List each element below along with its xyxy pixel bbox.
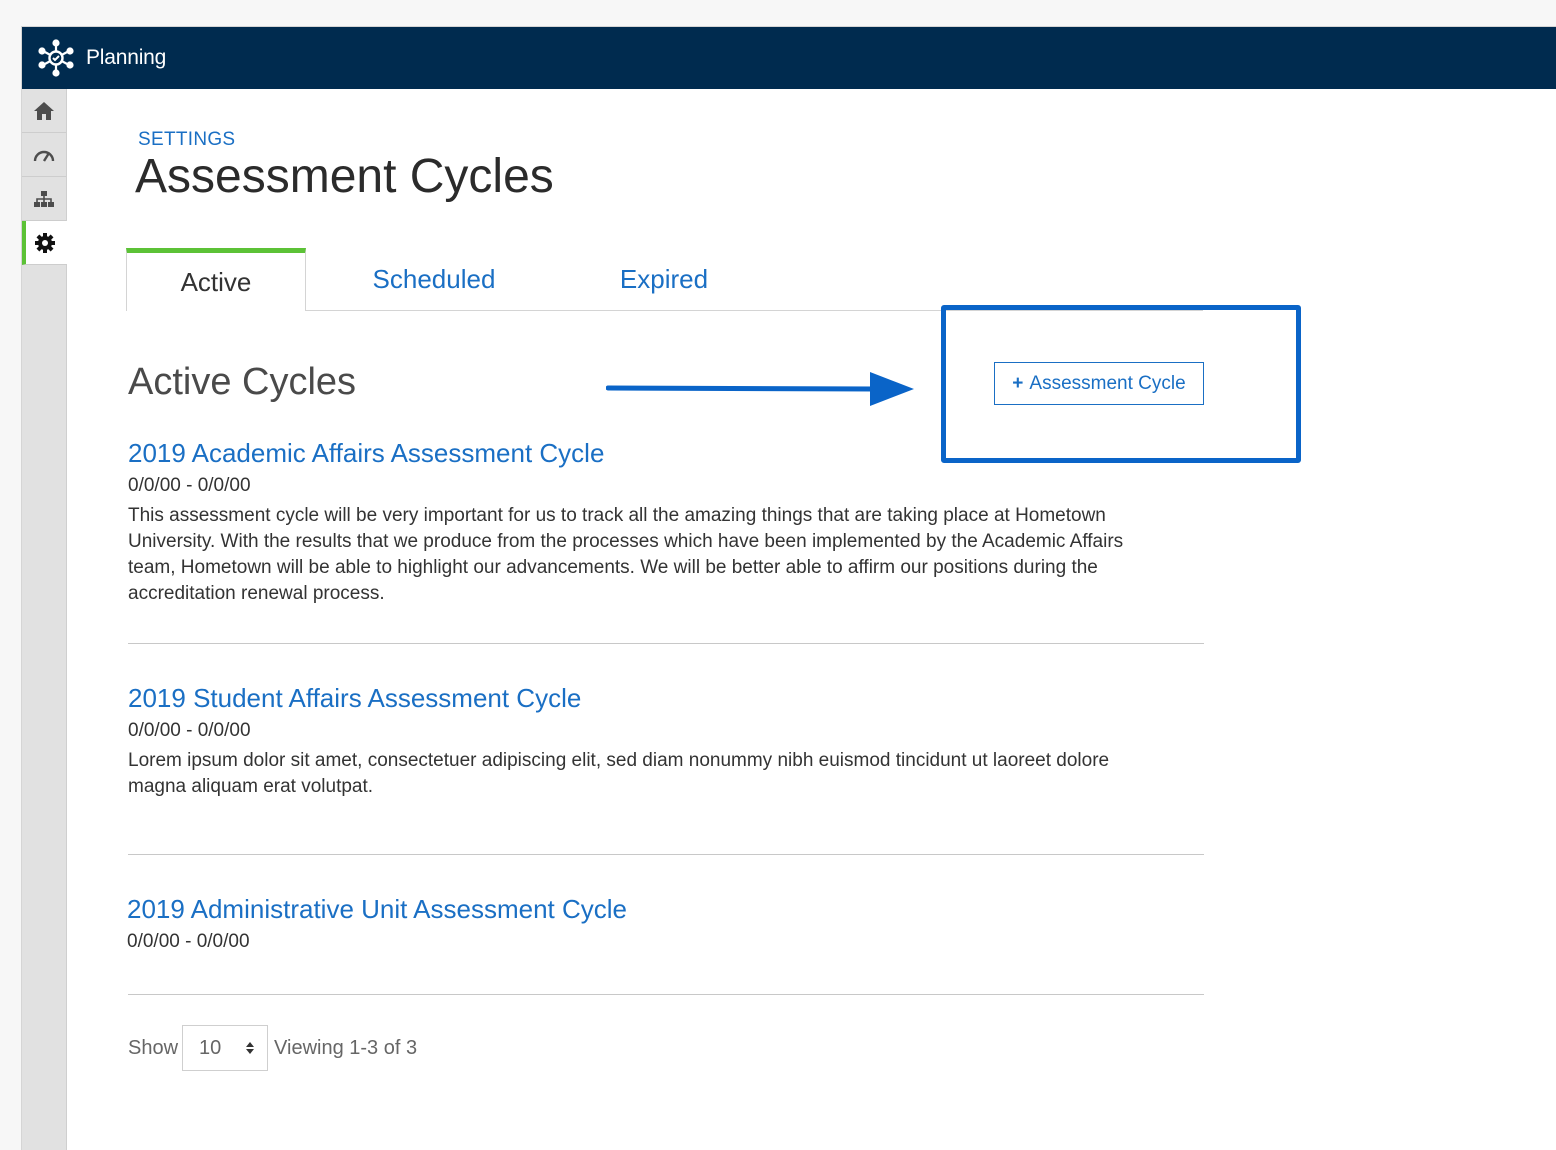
cycle-item	[128, 682, 1204, 800]
cycle-title-link[interactable]: 2019 Academic Affairs Assessment Cycle	[128, 438, 605, 468]
sidebar-item-organization[interactable]	[22, 177, 66, 221]
sort-arrows-icon	[245, 1041, 255, 1055]
page-size-value: 10	[199, 1036, 222, 1059]
viewing-count: Viewing 1-3 of 3	[274, 1036, 418, 1059]
sidebar-item-dashboard[interactable]	[22, 133, 66, 177]
cycle-title-link[interactable]: 2019 Administrative Unit Assessment Cycle	[127, 894, 627, 924]
cycle-dates: 0/0/00 - 0/0/00	[127, 931, 250, 952]
app-window	[21, 26, 1556, 1150]
cycle-description: This assessment cycle will be very important for us to track all the amazing things that are taking place at Hometown University. With the results that we produce from the processes which have been implemented by the Academic Affairs team, Hometown will be able to highlight our advancements. We will be better able to affirm our positions during the accreditation renewal process.	[128, 505, 1124, 604]
cycle-description: Lorem ipsum dolor sit amet, consectetuer adipiscing elit, sed diam nonummy nibh euismod tincidunt ut laoreet dolore magna aliquam erat volutpat.	[128, 750, 1110, 797]
sidebar	[22, 89, 67, 1150]
pagination-bar	[128, 1025, 417, 1071]
cycle-dates: 0/0/00 - 0/0/00	[128, 475, 251, 496]
divider	[128, 643, 1204, 644]
sidebar-item-settings[interactable]	[22, 221, 67, 265]
cycle-item	[128, 437, 1204, 607]
tab-bar	[126, 248, 1203, 311]
planning-logo-icon[interactable]	[34, 36, 78, 80]
divider	[128, 994, 1204, 995]
org-chart-icon	[33, 190, 55, 208]
tab-scheduled[interactable]: Scheduled	[372, 263, 496, 294]
tab-active[interactable]: Active	[126, 248, 306, 311]
cycle-dates: 0/0/00 - 0/0/00	[128, 720, 251, 741]
cycle-title-link[interactable]: 2019 Student Affairs Assessment Cycle	[128, 683, 582, 713]
add-assessment-cycle-button[interactable]	[994, 362, 1204, 405]
annotation-arrow-icon	[606, 371, 918, 407]
gear-icon	[34, 232, 56, 254]
add-button-label: Assessment Cycle	[1029, 372, 1186, 394]
divider	[128, 854, 1204, 855]
plus-icon: +	[1012, 372, 1024, 394]
home-icon	[33, 101, 55, 121]
cycle-item	[127, 893, 1203, 955]
breadcrumb[interactable]: SETTINGS	[138, 129, 236, 150]
top-navigation-bar	[22, 27, 1556, 89]
dashboard-icon	[33, 147, 55, 163]
show-label: Show	[128, 1036, 179, 1059]
page-title: Assessment Cycles	[135, 150, 554, 203]
app-title: Planning	[86, 46, 167, 69]
tab-expired[interactable]: Expired	[619, 263, 709, 294]
section-title: Active Cycles	[128, 361, 357, 403]
sidebar-item-home[interactable]	[22, 89, 66, 133]
page-size-select[interactable]	[182, 1025, 268, 1071]
